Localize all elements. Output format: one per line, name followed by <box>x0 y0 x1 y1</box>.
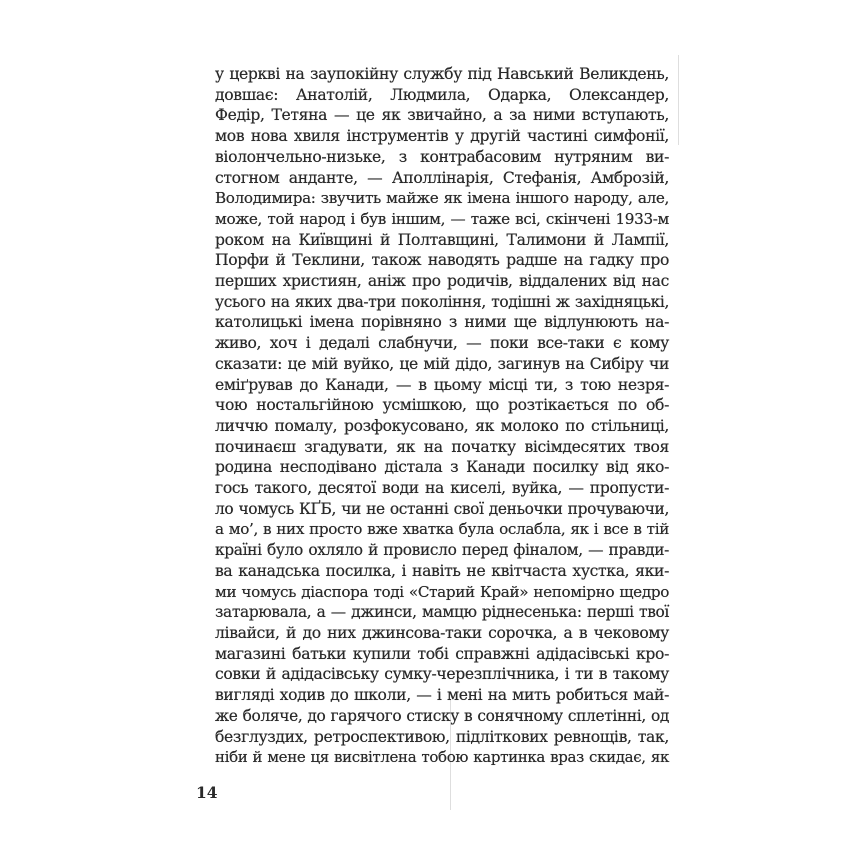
text-line: віолончельно-низьке, з контрабасовим нутряним ви- <box>215 147 669 166</box>
text-line: ва канадська посилка, і навіть не квітчаста хустка, яки- <box>215 561 669 580</box>
text-line: довшає: Анатолій, Людмила, Одарка, Олександер, <box>215 85 669 104</box>
text-line: затарювала, а — джинси, мамцю ріднесенька: перші твої <box>215 603 669 622</box>
text-line: безглуздих, ретроспективою, підліткових ревнощів, так, <box>215 727 669 746</box>
text-line: Федір, Тетяна — це як звичайно, а за ними вступають, <box>215 106 669 125</box>
text-line: роком на Київщині й Полтавщині, Талимони й Лампії, <box>215 230 669 249</box>
text-line: вигляді ходив до школи, — і мені на мить робиться май- <box>215 686 669 705</box>
page-number: 14 <box>196 783 218 802</box>
text-line: ми чомусь діаспора тоді «Старий Край» непомірно щедро <box>215 582 669 601</box>
text-line: стогном анданте, — Аполлінарія, Стефанія, Амброзій, <box>215 168 669 187</box>
text-line: чою ностальгійною усмішкою, що розтікається по об- <box>215 396 669 415</box>
text-line: починаєш згадувати, як на початку вісімдесятих твоя <box>215 437 669 456</box>
text-line: перших християн, аніж про родичів, віддалених від нас <box>215 272 669 291</box>
text-line: а мо’, в них просто вже хватка була ослабла, як і все в тій <box>215 520 669 539</box>
text-line: магазині батьки купили тобі справжні адідасівські кро- <box>215 644 669 663</box>
text-line: може, той народ і був іншим, — таже всі, скінчені 1933-м <box>215 209 669 228</box>
text-line: усього на яких два-три покоління, тодішні ж західняцькі, <box>215 292 669 311</box>
text-line: совки й адідасівську сумку-черезплічника, і ти в такому <box>215 665 669 684</box>
text-line: у церкві на заупокійну службу під Навський Великдень, <box>215 65 669 83</box>
text-line: сказати: це мій вуйко, це мій дідо, загинув на Сибіру чи <box>215 354 669 373</box>
page-crease <box>678 55 679 145</box>
text-line: еміґрував до Канади, — в цьому місці ти, з тою незря- <box>215 375 669 394</box>
text-line: ло чомусь КҐБ, чи не останні свої деньочки прочуваючи, <box>215 499 669 518</box>
text-line: лівайси, й до них джинсова-таки сорочка, а в чековому <box>215 623 669 642</box>
body-text <box>215 64 669 768</box>
text-line: Порфи й Теклини, також наводять радше на гадку про <box>215 251 669 270</box>
text-line: Володимира: звучить майже як імена іншого народу, але, <box>215 189 669 208</box>
text-line: личчю помалу, розфокусовано, як молоко по стільниці, <box>215 416 669 435</box>
text-line: гось такого, десятої води на киселі, вуйка, — пропусти- <box>215 479 669 498</box>
text-line: країні було охляло й провисло перед фіналом, — правди- <box>215 541 669 560</box>
text-line: же боляче, до гарячого стиску в сонячному сплетінні, од <box>215 706 669 725</box>
text-line: католицькі імена порівняно з ними ще відлунюють на- <box>215 313 669 332</box>
text-line: ніби й мене ця висвітлена тобою картинка враз скидає, як <box>215 748 669 767</box>
text-line: мов нова хвиля інструментів у другій частині симфонії, <box>215 127 669 146</box>
text-line: родина несподівано дістала з Канади посилку від яко- <box>215 458 669 477</box>
text-line: живо, хоч і дедалі слабнучи, — поки все-таки є кому <box>215 334 669 353</box>
